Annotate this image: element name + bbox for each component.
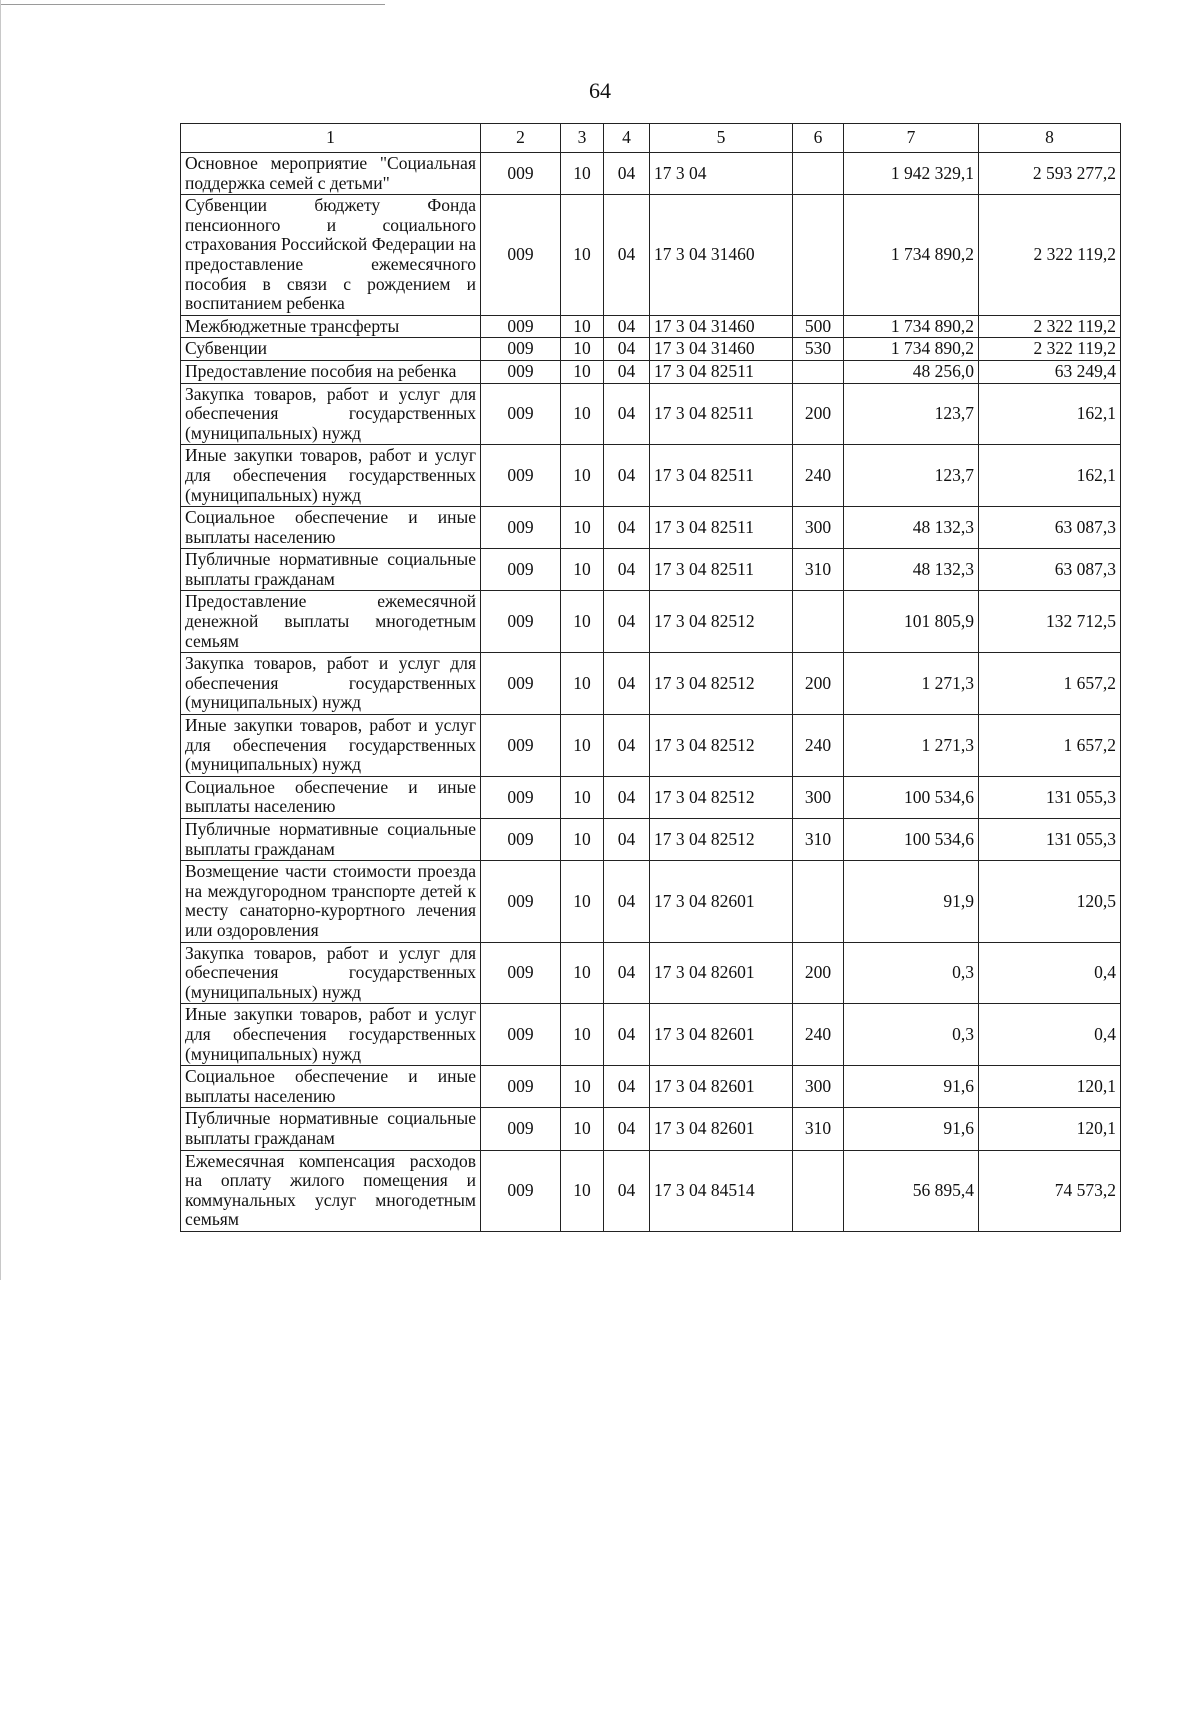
ministry-code: 009 bbox=[481, 776, 561, 818]
subsection-code: 04 bbox=[604, 1150, 650, 1231]
line-item-name: Публичные нормативные социальные выплаты гражданам bbox=[181, 1108, 481, 1150]
table-row bbox=[181, 1150, 1121, 1231]
expense-type-code: 300 bbox=[793, 776, 844, 818]
section-code: 10 bbox=[561, 338, 604, 361]
section-code: 10 bbox=[561, 507, 604, 549]
expense-type-code: 240 bbox=[793, 1004, 844, 1066]
line-item-name: Закупка товаров, работ и услуг для обеспечения государственных (муниципальных) нужд bbox=[181, 383, 481, 445]
table-row bbox=[181, 861, 1121, 942]
expense-type-code bbox=[793, 1150, 844, 1231]
subsection-code: 04 bbox=[604, 445, 650, 507]
budget-table bbox=[180, 123, 1121, 1232]
amount-col-8: 74 573,2 bbox=[979, 1150, 1121, 1231]
expense-type-code: 300 bbox=[793, 1066, 844, 1108]
target-item-code: 17 3 04 82512 bbox=[650, 591, 793, 653]
scan-artifact-left-edge bbox=[0, 0, 1, 1280]
ministry-code: 009 bbox=[481, 1150, 561, 1231]
subsection-code: 04 bbox=[604, 819, 650, 861]
subsection-code: 04 bbox=[604, 153, 650, 195]
ministry-code: 009 bbox=[481, 861, 561, 942]
amount-col-7: 91,6 bbox=[844, 1066, 979, 1108]
amount-col-8: 0,4 bbox=[979, 1004, 1121, 1066]
section-code: 10 bbox=[561, 1066, 604, 1108]
table-row bbox=[181, 942, 1121, 1004]
line-item-name: Закупка товаров, работ и услуг для обеспечения государственных (муниципальных) нужд bbox=[181, 653, 481, 715]
ministry-code: 009 bbox=[481, 942, 561, 1004]
section-code: 10 bbox=[561, 715, 604, 777]
subsection-code: 04 bbox=[604, 1004, 650, 1066]
amount-col-8: 131 055,3 bbox=[979, 819, 1121, 861]
column-header: 5 bbox=[650, 124, 793, 153]
target-item-code: 17 3 04 82511 bbox=[650, 383, 793, 445]
amount-col-8: 1 657,2 bbox=[979, 715, 1121, 777]
table-body bbox=[181, 153, 1121, 1232]
subsection-code: 04 bbox=[604, 861, 650, 942]
column-header: 1 bbox=[181, 124, 481, 153]
subsection-code: 04 bbox=[604, 653, 650, 715]
subsection-code: 04 bbox=[604, 591, 650, 653]
expense-type-code: 200 bbox=[793, 383, 844, 445]
table-row bbox=[181, 819, 1121, 861]
expense-type-code: 530 bbox=[793, 338, 844, 361]
table-row bbox=[181, 1066, 1121, 1108]
line-item-name: Закупка товаров, работ и услуг для обеспечения государственных (муниципальных) нужд bbox=[181, 942, 481, 1004]
table-row bbox=[181, 338, 1121, 361]
section-code: 10 bbox=[561, 195, 604, 316]
subsection-code: 04 bbox=[604, 776, 650, 818]
section-code: 10 bbox=[561, 653, 604, 715]
target-item-code: 17 3 04 82511 bbox=[650, 445, 793, 507]
amount-col-8: 63 249,4 bbox=[979, 360, 1121, 383]
line-item-name: Иные закупки товаров, работ и услуг для обеспечения государственных (муниципальных) нужд bbox=[181, 1004, 481, 1066]
ministry-code: 009 bbox=[481, 153, 561, 195]
expense-type-code bbox=[793, 861, 844, 942]
table-row bbox=[181, 776, 1121, 818]
line-item-name: Предоставление ежемесячной денежной выплаты многодетным семьям bbox=[181, 591, 481, 653]
line-item-name: Ежемесячная компенсация расходов на оплату жилого помещения и коммунальных услуг многодетным семьям bbox=[181, 1150, 481, 1231]
amount-col-8: 120,5 bbox=[979, 861, 1121, 942]
expense-type-code: 240 bbox=[793, 715, 844, 777]
subsection-code: 04 bbox=[604, 383, 650, 445]
amount-col-7: 56 895,4 bbox=[844, 1150, 979, 1231]
table-row bbox=[181, 383, 1121, 445]
target-item-code: 17 3 04 bbox=[650, 153, 793, 195]
target-item-code: 17 3 04 31460 bbox=[650, 315, 793, 338]
section-code: 10 bbox=[561, 861, 604, 942]
amount-col-8: 162,1 bbox=[979, 445, 1121, 507]
column-header: 8 bbox=[979, 124, 1121, 153]
table-row bbox=[181, 715, 1121, 777]
section-code: 10 bbox=[561, 819, 604, 861]
amount-col-8: 132 712,5 bbox=[979, 591, 1121, 653]
ministry-code: 009 bbox=[481, 1108, 561, 1150]
ministry-code: 009 bbox=[481, 715, 561, 777]
subsection-code: 04 bbox=[604, 942, 650, 1004]
section-code: 10 bbox=[561, 776, 604, 818]
line-item-name: Социальное обеспечение и иные выплаты населению bbox=[181, 507, 481, 549]
table-row bbox=[181, 445, 1121, 507]
amount-col-8: 120,1 bbox=[979, 1108, 1121, 1150]
section-code: 10 bbox=[561, 153, 604, 195]
subsection-code: 04 bbox=[604, 1108, 650, 1150]
amount-col-7: 100 534,6 bbox=[844, 776, 979, 818]
subsection-code: 04 bbox=[604, 1066, 650, 1108]
amount-col-8: 2 322 119,2 bbox=[979, 195, 1121, 316]
amount-col-7: 123,7 bbox=[844, 445, 979, 507]
subsection-code: 04 bbox=[604, 338, 650, 361]
expense-type-code bbox=[793, 591, 844, 653]
amount-col-7: 48 256,0 bbox=[844, 360, 979, 383]
ministry-code: 009 bbox=[481, 445, 561, 507]
ministry-code: 009 bbox=[481, 819, 561, 861]
expense-type-code bbox=[793, 153, 844, 195]
amount-col-8: 2 322 119,2 bbox=[979, 338, 1121, 361]
table-row bbox=[181, 195, 1121, 316]
section-code: 10 bbox=[561, 445, 604, 507]
amount-col-8: 1 657,2 bbox=[979, 653, 1121, 715]
line-item-name: Субвенции бюджету Фонда пенсионного и социального страхования Российской Федерации на предоставление ежемесячного пособия в связи с рождением и воспитанием ребенка bbox=[181, 195, 481, 316]
amount-col-8: 2 593 277,2 bbox=[979, 153, 1121, 195]
line-item-name: Иные закупки товаров, работ и услуг для обеспечения государственных (муниципальных) нужд bbox=[181, 445, 481, 507]
line-item-name: Социальное обеспечение и иные выплаты населению bbox=[181, 1066, 481, 1108]
amount-col-7: 0,3 bbox=[844, 942, 979, 1004]
amount-col-7: 48 132,3 bbox=[844, 549, 979, 591]
subsection-code: 04 bbox=[604, 507, 650, 549]
table-row bbox=[181, 1004, 1121, 1066]
section-code: 10 bbox=[561, 1004, 604, 1066]
subsection-code: 04 bbox=[604, 195, 650, 316]
amount-col-8: 63 087,3 bbox=[979, 549, 1121, 591]
expense-type-code: 300 bbox=[793, 507, 844, 549]
table-row bbox=[181, 153, 1121, 195]
section-code: 10 bbox=[561, 1108, 604, 1150]
expense-type-code: 500 bbox=[793, 315, 844, 338]
amount-col-7: 101 805,9 bbox=[844, 591, 979, 653]
expense-type-code: 200 bbox=[793, 653, 844, 715]
expense-type-code: 200 bbox=[793, 942, 844, 1004]
column-header: 7 bbox=[844, 124, 979, 153]
ministry-code: 009 bbox=[481, 1066, 561, 1108]
amount-col-7: 1 271,3 bbox=[844, 715, 979, 777]
amount-col-7: 91,6 bbox=[844, 1108, 979, 1150]
column-header: 2 bbox=[481, 124, 561, 153]
amount-col-8: 2 322 119,2 bbox=[979, 315, 1121, 338]
amount-col-8: 162,1 bbox=[979, 383, 1121, 445]
ministry-code: 009 bbox=[481, 360, 561, 383]
amount-col-8: 63 087,3 bbox=[979, 507, 1121, 549]
amount-col-7: 1 271,3 bbox=[844, 653, 979, 715]
line-item-name: Социальное обеспечение и иные выплаты населению bbox=[181, 776, 481, 818]
table-row bbox=[181, 549, 1121, 591]
amount-col-8: 131 055,3 bbox=[979, 776, 1121, 818]
line-item-name: Публичные нормативные социальные выплаты гражданам bbox=[181, 819, 481, 861]
target-item-code: 17 3 04 84514 bbox=[650, 1150, 793, 1231]
section-code: 10 bbox=[561, 1150, 604, 1231]
column-header: 3 bbox=[561, 124, 604, 153]
expense-type-code: 310 bbox=[793, 549, 844, 591]
table-row bbox=[181, 360, 1121, 383]
line-item-name: Иные закупки товаров, работ и услуг для обеспечения государственных (муниципальных) нужд bbox=[181, 715, 481, 777]
section-code: 10 bbox=[561, 942, 604, 1004]
amount-col-7: 1 734 890,2 bbox=[844, 338, 979, 361]
line-item-name: Предоставление пособия на ребенка bbox=[181, 360, 481, 383]
target-item-code: 17 3 04 82512 bbox=[650, 715, 793, 777]
amount-col-7: 48 132,3 bbox=[844, 507, 979, 549]
page-number: 64 bbox=[589, 78, 611, 103]
line-item-name: Субвенции bbox=[181, 338, 481, 361]
subsection-code: 04 bbox=[604, 315, 650, 338]
table-row bbox=[181, 591, 1121, 653]
expense-type-code: 240 bbox=[793, 445, 844, 507]
target-item-code: 17 3 04 82512 bbox=[650, 819, 793, 861]
target-item-code: 17 3 04 82601 bbox=[650, 1066, 793, 1108]
line-item-name: Публичные нормативные социальные выплаты гражданам bbox=[181, 549, 481, 591]
ministry-code: 009 bbox=[481, 315, 561, 338]
target-item-code: 17 3 04 82601 bbox=[650, 1108, 793, 1150]
ministry-code: 009 bbox=[481, 1004, 561, 1066]
ministry-code: 009 bbox=[481, 195, 561, 316]
target-item-code: 17 3 04 82512 bbox=[650, 776, 793, 818]
ministry-code: 009 bbox=[481, 549, 561, 591]
target-item-code: 17 3 04 82601 bbox=[650, 861, 793, 942]
amount-col-7: 91,9 bbox=[844, 861, 979, 942]
target-item-code: 17 3 04 31460 bbox=[650, 338, 793, 361]
line-item-name: Основное мероприятие "Социальная поддержка семей с детьми" bbox=[181, 153, 481, 195]
target-item-code: 17 3 04 82511 bbox=[650, 549, 793, 591]
table-row bbox=[181, 315, 1121, 338]
amount-col-7: 1 734 890,2 bbox=[844, 315, 979, 338]
ministry-code: 009 bbox=[481, 507, 561, 549]
amount-col-7: 1 942 329,1 bbox=[844, 153, 979, 195]
amount-col-8: 0,4 bbox=[979, 942, 1121, 1004]
section-code: 10 bbox=[561, 591, 604, 653]
subsection-code: 04 bbox=[604, 360, 650, 383]
ministry-code: 009 bbox=[481, 338, 561, 361]
subsection-code: 04 bbox=[604, 549, 650, 591]
section-code: 10 bbox=[561, 315, 604, 338]
section-code: 10 bbox=[561, 549, 604, 591]
line-item-name: Межбюджетные трансферты bbox=[181, 315, 481, 338]
table-row bbox=[181, 653, 1121, 715]
target-item-code: 17 3 04 82601 bbox=[650, 942, 793, 1004]
ministry-code: 009 bbox=[481, 591, 561, 653]
target-item-code: 17 3 04 82601 bbox=[650, 1004, 793, 1066]
amount-col-8: 120,1 bbox=[979, 1066, 1121, 1108]
expense-type-code bbox=[793, 360, 844, 383]
table-row bbox=[181, 1108, 1121, 1150]
ministry-code: 009 bbox=[481, 653, 561, 715]
column-header: 4 bbox=[604, 124, 650, 153]
expense-type-code: 310 bbox=[793, 819, 844, 861]
section-code: 10 bbox=[561, 360, 604, 383]
table-row bbox=[181, 507, 1121, 549]
amount-col-7: 0,3 bbox=[844, 1004, 979, 1066]
amount-col-7: 123,7 bbox=[844, 383, 979, 445]
target-item-code: 17 3 04 82511 bbox=[650, 360, 793, 383]
target-item-code: 17 3 04 82511 bbox=[650, 507, 793, 549]
scan-artifact-top-line bbox=[0, 4, 385, 5]
target-item-code: 17 3 04 31460 bbox=[650, 195, 793, 316]
expense-type-code bbox=[793, 195, 844, 316]
line-item-name: Возмещение части стоимости проезда на междугородном транспорте детей к месту санаторно-курортного лечения или оздоровления bbox=[181, 861, 481, 942]
header-row bbox=[181, 124, 1121, 153]
amount-col-7: 100 534,6 bbox=[844, 819, 979, 861]
amount-col-7: 1 734 890,2 bbox=[844, 195, 979, 316]
expense-type-code: 310 bbox=[793, 1108, 844, 1150]
target-item-code: 17 3 04 82512 bbox=[650, 653, 793, 715]
column-header: 6 bbox=[793, 124, 844, 153]
subsection-code: 04 bbox=[604, 715, 650, 777]
section-code: 10 bbox=[561, 383, 604, 445]
ministry-code: 009 bbox=[481, 383, 561, 445]
